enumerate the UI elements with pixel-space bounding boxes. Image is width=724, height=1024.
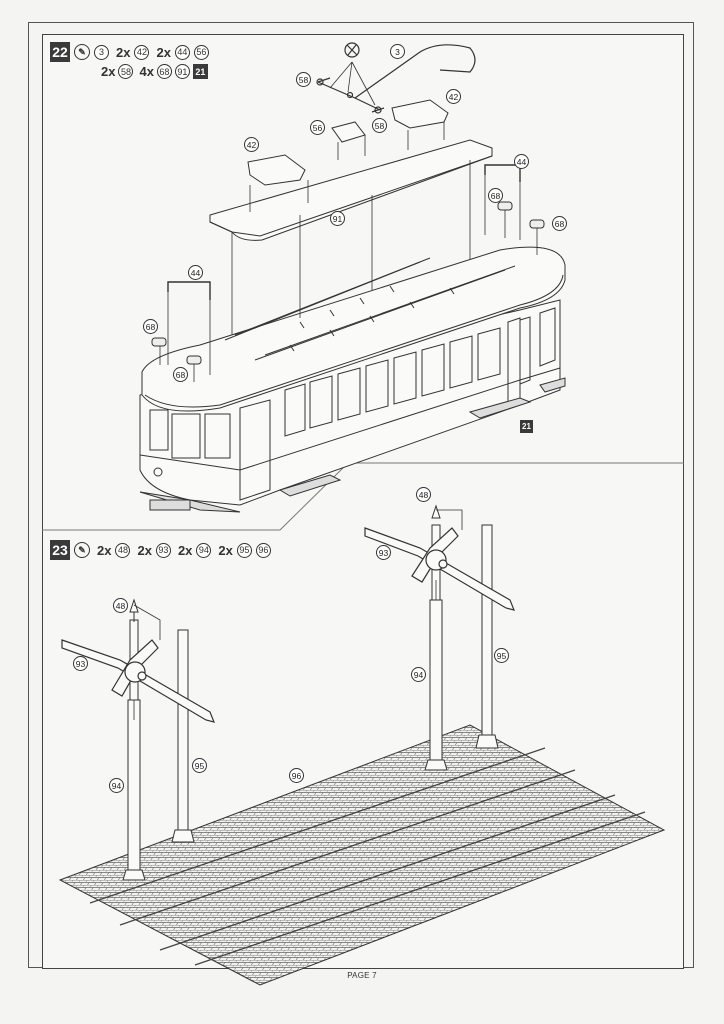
quantity: 2x [116, 44, 131, 60]
callout-part-42: 42 [244, 137, 259, 152]
callout-part-93: 93 [73, 656, 88, 671]
callout-part-94: 94 [411, 667, 426, 682]
callout-part-48: 48 [416, 487, 431, 502]
finial-48-left [130, 600, 138, 622]
part-badge: 91 [175, 64, 190, 79]
callout-part-68: 68 [552, 216, 567, 231]
callout-part-58: 58 [372, 118, 387, 133]
part-badge: 44 [175, 45, 190, 60]
part-badge: 58 [118, 64, 133, 79]
step-reference-21: 21 [520, 420, 533, 433]
page-number: PAGE 7 [347, 971, 377, 980]
glue-icon: ✎ [74, 44, 90, 60]
callout-part-94: 94 [109, 778, 124, 793]
quantity: 2x [97, 542, 112, 558]
step-23-number: 23 [50, 540, 70, 560]
finial-48-right [432, 506, 440, 518]
callout-part-3: 3 [390, 44, 405, 59]
roof-board-91 [210, 140, 492, 240]
callout-part-44: 44 [188, 265, 203, 280]
part-badge: 96 [256, 543, 271, 558]
quantity: 4x [139, 64, 154, 79]
glue-icon: ✎ [74, 542, 90, 558]
part-badge: 42 [134, 45, 149, 60]
part-badge: 68 [157, 64, 172, 79]
step-22-number: 22 [50, 42, 70, 62]
callout-part-68: 68 [173, 367, 188, 382]
quantity: 2x [137, 542, 152, 558]
pole-95-left [172, 630, 194, 842]
callout-part-68: 68 [143, 319, 158, 334]
quantity: 2x [156, 44, 171, 60]
callout-part-68: 68 [488, 188, 503, 203]
part-badge: 94 [196, 543, 211, 558]
cobblestone-base-96 [60, 725, 664, 985]
callout-part-95: 95 [494, 648, 509, 663]
callout-part-48: 48 [113, 598, 128, 613]
section-divider [42, 463, 684, 530]
quantity: 2x [101, 64, 116, 79]
callout-part-44: 44 [514, 154, 529, 169]
callout-part-91: 91 [330, 211, 345, 226]
no-glue-indicators [330, 62, 375, 105]
part-badge: 48 [115, 543, 130, 558]
part-badge: 93 [156, 543, 171, 558]
callout-part-42: 42 [446, 89, 461, 104]
part-badge: 3 [94, 45, 109, 60]
part-badge: 56 [194, 45, 209, 60]
callout-part-58: 58 [296, 72, 311, 87]
step-reference: 21 [193, 64, 208, 79]
pole-95-right [476, 525, 498, 748]
quantity: 2x [177, 542, 193, 558]
part-badge: 95 [237, 543, 252, 558]
callout-part-56: 56 [310, 120, 325, 135]
no-glue-icon [345, 43, 359, 57]
quantity: 2x [218, 542, 233, 558]
callout-part-95: 95 [192, 758, 207, 773]
plate-56 [332, 122, 365, 142]
tram-body [140, 247, 565, 505]
callout-part-96: 96 [289, 768, 304, 783]
callout-part-93: 93 [376, 545, 391, 560]
